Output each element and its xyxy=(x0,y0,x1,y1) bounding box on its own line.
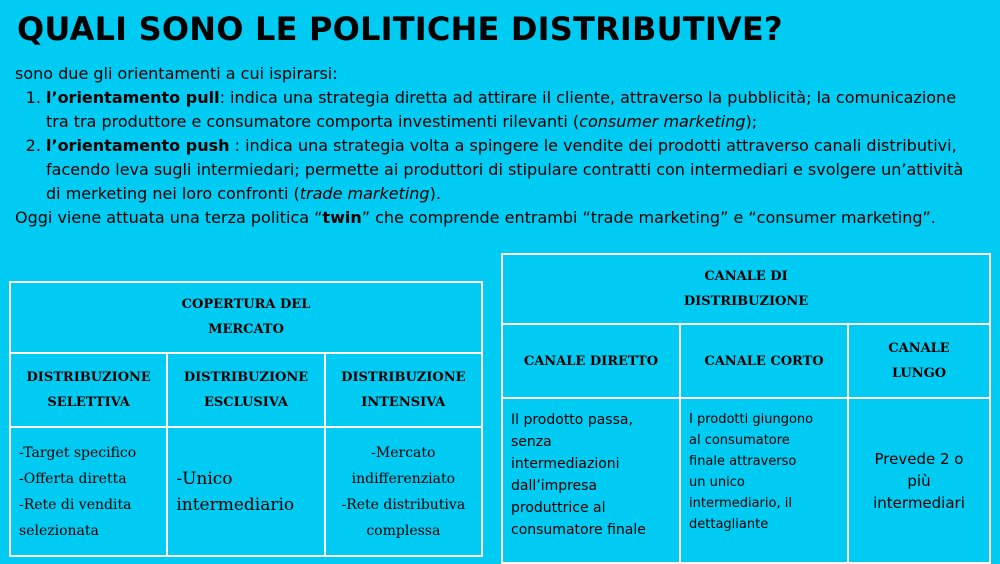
header-line: SELETTIVA xyxy=(47,394,130,410)
cell-line: -Rete di vendita xyxy=(19,496,132,513)
cell-line: Prevede 2 o xyxy=(874,449,964,468)
copertura-table xyxy=(9,281,483,557)
intro-text: sono due gli orientamenti a cui ispirarsi: xyxy=(15,64,338,83)
header-line: CANALE DI xyxy=(704,269,788,284)
copertura-header xyxy=(10,282,482,353)
cell-corto xyxy=(680,398,848,563)
header-line: COPERTURA DEL xyxy=(181,297,311,313)
pull-description: : indica una strategia diretta ad attirare il cliente, attraverso la pubblicità; la comunicazione tra tra produttore e consumatore comporta investimenti rilevanti ( xyxy=(46,88,957,131)
header-line: DISTRIBUZIONE xyxy=(683,294,809,309)
column-header-esclusiva xyxy=(167,353,324,428)
list-item-push xyxy=(46,134,975,206)
pull-end: ); xyxy=(745,112,758,131)
column-header-diretto xyxy=(502,324,680,398)
header-line: MERCATO xyxy=(208,322,284,338)
cell-line: -Unico xyxy=(176,468,233,489)
cell-line: produttrice al xyxy=(511,500,606,516)
cell-lungo xyxy=(848,398,990,563)
cell-line: -Target specifico xyxy=(19,444,137,461)
push-end: ). xyxy=(429,184,441,203)
push-description: : indica una strategia volta a spingere le vendite dei prodotti attraverso canali distributivi, facendo leva sugli intermiedari; permette ai produttori di stipulare contratti con intermediari e svolgere un’attività di merketing nei loro confronti ( xyxy=(46,136,964,203)
cell-line: finale attraverso xyxy=(689,454,797,469)
cell-selettiva xyxy=(10,427,167,556)
header-line: ESCLUSIVA xyxy=(203,394,289,410)
cell-line: -Mercato xyxy=(371,444,436,461)
cell-line: -Rete distributiva xyxy=(341,496,466,513)
body-text xyxy=(15,62,975,230)
header-line: DISTRIBUZIONE xyxy=(183,369,309,385)
cell-line: intermediari xyxy=(873,493,965,512)
outro-before: Oggi viene attuata una terza politica “ xyxy=(15,208,323,227)
cell-line: selezionata xyxy=(19,522,99,539)
cell-esclusiva xyxy=(167,427,324,556)
cell-line: più xyxy=(907,471,931,490)
column-header-selettiva xyxy=(10,353,167,428)
header-line: CANALE CORTO xyxy=(704,353,824,369)
canale-table xyxy=(501,253,991,564)
cell-line: un unico xyxy=(689,475,745,490)
push-italic: trade marketing xyxy=(299,184,430,203)
column-header-lungo xyxy=(848,324,990,398)
header-line: CANALE DIRETTO xyxy=(523,353,659,369)
page-title: QUALI SONO LE POLITICHE DISTRIBUTIVE? xyxy=(17,10,783,48)
push-term: l’orientamento push xyxy=(46,136,230,155)
cell-line: intermediario xyxy=(176,494,295,515)
cell-line: consumatore finale xyxy=(511,522,646,538)
cell-line: -Offerta diretta xyxy=(19,470,127,487)
outro-text xyxy=(15,206,975,230)
cell-line: Il prodotto passa, xyxy=(511,412,633,428)
column-header-intensiva xyxy=(325,353,482,428)
header-line: INTENSIVA xyxy=(361,394,446,410)
outro-after: ” che comprende entrambi “trade marketing” e “consumer marketing”. xyxy=(361,208,936,227)
cell-line: complessa xyxy=(366,522,441,539)
orientation-list xyxy=(15,86,975,206)
cell-line: I prodotti giungono xyxy=(689,412,814,427)
outro-bold: twin xyxy=(322,208,362,227)
cell-intensiva xyxy=(325,427,482,556)
cell-line: dettagliante xyxy=(689,517,769,532)
header-line: DISTRIBUZIONE xyxy=(341,369,466,385)
cell-line: indifferenziato xyxy=(351,470,456,487)
cell-line: al consumatore xyxy=(689,433,790,448)
header-line: LUNGO xyxy=(891,366,947,381)
cell-diretto xyxy=(502,398,680,563)
list-item-pull xyxy=(46,86,975,134)
column-header-corto xyxy=(680,324,848,398)
pull-term: l’orientamento pull xyxy=(46,88,220,107)
canale-header xyxy=(502,254,990,324)
pull-italic: consumer marketing xyxy=(579,112,746,131)
header-line: CANALE xyxy=(888,341,950,356)
cell-line: intermediazioni xyxy=(511,456,620,472)
cell-line: dall’impresa xyxy=(511,478,598,494)
cell-line: senza xyxy=(511,434,552,450)
cell-line: intermediario, il xyxy=(689,496,792,511)
header-line: DISTRIBUZIONE xyxy=(26,369,151,385)
